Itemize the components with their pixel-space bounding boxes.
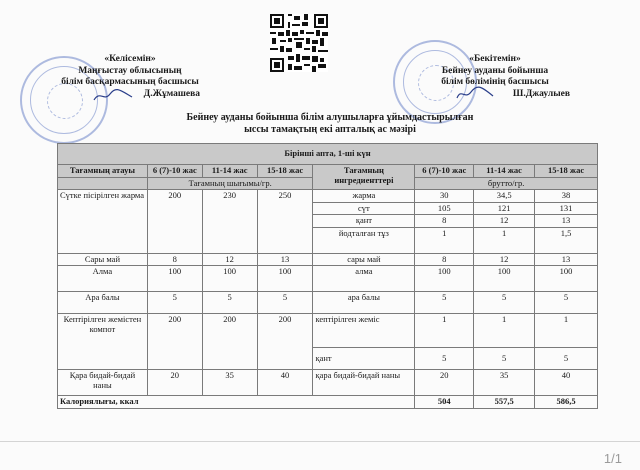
approval-left-line1: Маңғыстау облысының — [78, 65, 182, 76]
header-ing-age2: 11-14 жас — [474, 165, 535, 178]
ingredient-value: 100 — [474, 266, 535, 292]
ingredient-value: 5 — [415, 348, 474, 370]
table-row — [58, 370, 598, 396]
ingredient-value: 131 — [535, 202, 598, 215]
ingredient-value: 13 — [535, 253, 598, 266]
approval-left-line2: білім басқармасының басшысы — [61, 77, 199, 87]
calories-label: Калориялығы, ккал — [58, 396, 415, 409]
ingredient-value: 35 — [474, 370, 535, 396]
table-row — [58, 253, 598, 266]
dish-yield: 13 — [257, 253, 313, 266]
ingredient-value: 8 — [415, 215, 474, 228]
calories-value: 504 — [415, 396, 474, 409]
calories-row — [58, 396, 598, 409]
dish-name: Сүтке пісірілген жарма — [58, 190, 148, 254]
calories-value: 557,5 — [474, 396, 535, 409]
ingredient-value: 8 — [415, 253, 474, 266]
ingredient-value: 5 — [415, 292, 474, 314]
header-row — [58, 165, 598, 178]
ingredient-value: 5 — [535, 292, 598, 314]
dish-yield: 20 — [147, 370, 202, 396]
dish-yield: 35 — [202, 370, 257, 396]
dish-name: Ара балы — [58, 292, 148, 314]
ingredient-name: жарма — [313, 190, 415, 203]
approval-right-heading: «Бекітемін» — [469, 54, 521, 64]
ingredient-value: 100 — [535, 266, 598, 292]
ingredient-value: 30 — [415, 190, 474, 203]
approval-left-signature: Д.Жұмашева — [143, 88, 200, 99]
right-signature-scribble — [455, 84, 495, 102]
ingredient-name: қант — [313, 215, 415, 228]
dish-yield: 100 — [147, 266, 202, 292]
ingredient-value: 100 — [415, 266, 474, 292]
dish-yield: 250 — [257, 190, 313, 254]
header-ing-age1: 6 (7)-10 жас — [415, 165, 474, 178]
approval-right-line2: білім бөлімінің басшысы — [441, 77, 549, 87]
header-age3: 15-18 жас — [257, 165, 313, 178]
ingredient-value: 5 — [535, 348, 598, 370]
table-row — [58, 292, 598, 314]
approval-left-heading: «Келісемін» — [104, 54, 156, 64]
menu-table — [57, 143, 598, 409]
week-day-row — [58, 144, 598, 165]
ingredient-value: 12 — [474, 253, 535, 266]
dish-yield: 100 — [257, 266, 313, 292]
ingredient-value: 12 — [474, 215, 535, 228]
ingredient-name: алма — [313, 266, 415, 292]
document-title-line2: ыссы тамақтың екі апталық ас мәзірі — [244, 124, 416, 135]
ingredient-value: 1 — [415, 227, 474, 253]
ingredient-name: сүт — [313, 202, 415, 215]
ingredient-name: сары май — [313, 253, 415, 266]
dish-yield: 200 — [147, 314, 202, 370]
table-row — [58, 266, 598, 292]
ingredient-name: кептірілген жеміс — [313, 314, 415, 348]
dish-yield: 100 — [202, 266, 257, 292]
approval-right-line1: Бейнеу ауданы бойынша — [441, 65, 549, 76]
ingredient-value: 1 — [535, 314, 598, 348]
dish-yield: 5 — [257, 292, 313, 314]
ingredient-value: 105 — [415, 202, 474, 215]
table-row — [58, 190, 598, 203]
ingredient-value: 1,5 — [535, 227, 598, 253]
ingredient-name: йодталған тұз — [313, 227, 415, 253]
page-indicator: 1/1 — [603, 451, 622, 466]
dish-yield: 5 — [202, 292, 257, 314]
ingredient-value: 40 — [535, 370, 598, 396]
document-title-line1: Бейнеу ауданы бойынша білім алушыларға ұйымдастырылған — [186, 112, 474, 123]
ingredient-value: 38 — [535, 190, 598, 203]
ingredient-name: қара бидай-бидай наны — [313, 370, 415, 396]
dish-yield: 200 — [147, 190, 202, 254]
header-ingredients: Тағамның ингредиенттері — [313, 165, 415, 190]
dish-yield: 200 — [202, 314, 257, 370]
subheader-output: Тағамның шығымы/гр. — [147, 177, 313, 190]
dish-name: Қара бидай-бидай наны — [58, 370, 148, 396]
week-day-label: Бірінші апта, 1-ші күн — [58, 144, 598, 165]
ingredient-value: 34,5 — [474, 190, 535, 203]
ingredient-value: 1 — [415, 314, 474, 348]
qr-code — [270, 14, 328, 72]
ingredient-value: 5 — [474, 348, 535, 370]
ingredient-value: 121 — [474, 202, 535, 215]
ingredient-value: 1 — [474, 314, 535, 348]
dish-yield: 5 — [147, 292, 202, 314]
subheader-gross: брутто/гр. — [415, 177, 598, 190]
header-dish: Тағамның атауы — [58, 165, 148, 178]
header-ing-age3: 15-18 жас — [535, 165, 598, 178]
header-age1: 6 (7)-10 жас — [147, 165, 202, 178]
dish-name: Кептірілген жемістен компот — [58, 314, 148, 370]
ingredient-value: 20 — [415, 370, 474, 396]
header-age2: 11-14 жас — [202, 165, 257, 178]
calories-value: 586,5 — [535, 396, 598, 409]
ingredient-value: 13 — [535, 215, 598, 228]
ingredient-value: 5 — [474, 292, 535, 314]
table-row — [58, 314, 598, 348]
dish-yield: 12 — [202, 253, 257, 266]
dish-yield: 40 — [257, 370, 313, 396]
ingredient-name: қант — [313, 348, 415, 370]
dish-yield: 230 — [202, 190, 257, 254]
ingredient-value: 1 — [474, 227, 535, 253]
dish-yield: 200 — [257, 314, 313, 370]
approval-right — [420, 54, 570, 100]
dish-name: Сары май — [58, 253, 148, 266]
ingredient-name: ара балы — [313, 292, 415, 314]
approval-right-signature: Ш.Джаулыев — [512, 88, 570, 99]
page-edge — [0, 441, 640, 442]
dish-name: Алма — [58, 266, 148, 292]
dish-yield: 8 — [147, 253, 202, 266]
left-signature-scribble — [92, 88, 134, 104]
